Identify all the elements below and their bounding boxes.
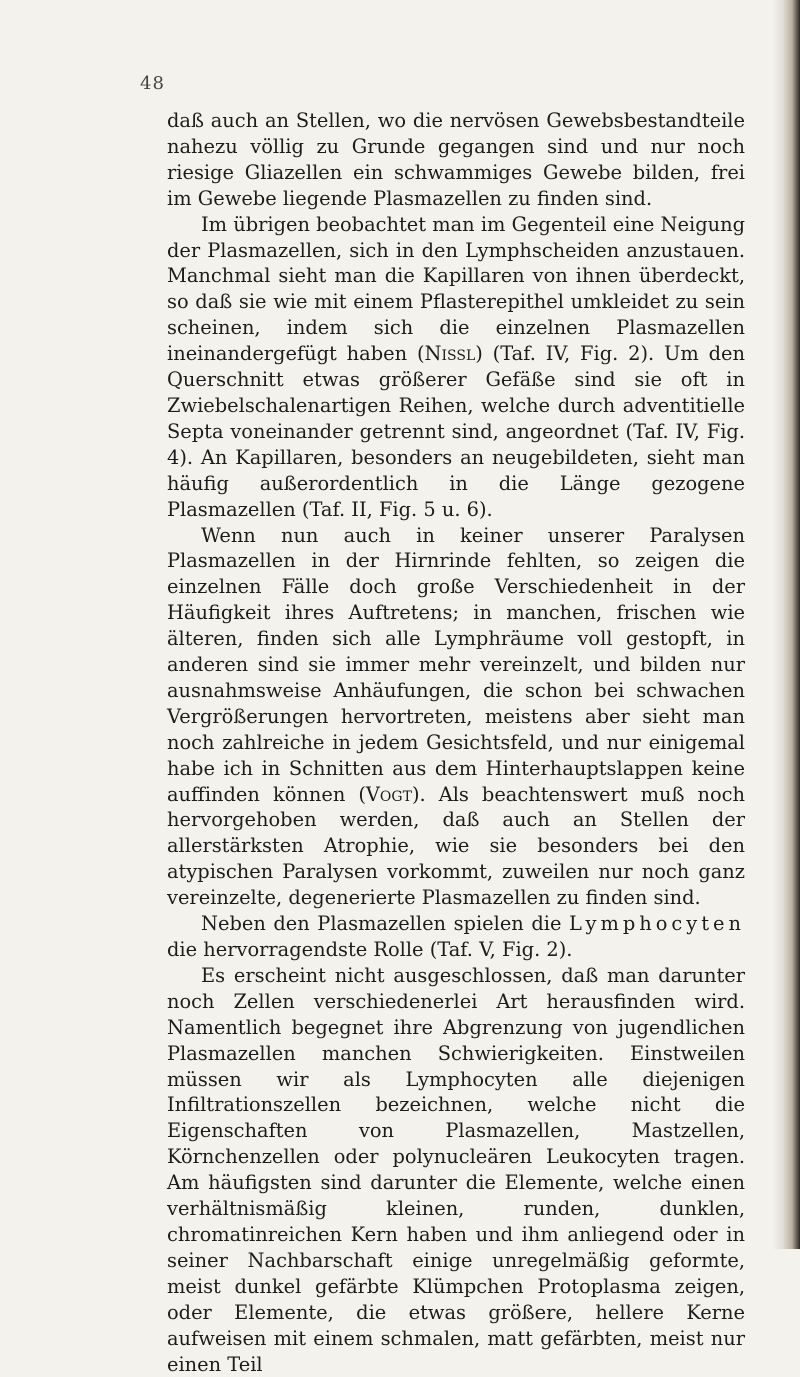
book-edge <box>782 0 800 1249</box>
body-text <box>167 108 745 1377</box>
paragraph-4-text-b: die hervorragendste Rolle (Taf. V, Fig. 2). <box>167 938 573 961</box>
author-vogt: Vogt <box>365 782 412 806</box>
paragraph-3-text-a: Wenn nun auch in keiner unserer Paralysen Plasmazellen in der Hirnrinde fehlten, so zeigen die einzelnen Fälle doch große Verschiedenheit in der Häufigkeit ihres Auftretens; in manchen, frischen wie älteren, finden sich alle Lymphräume voll gestopft, in anderen sind sie immer mehr vereinzelt, und bilden nur ausnahmsweise Anhäufungen, die schon bei schwachen Vergrößerungen hervortreten, meistens aber sieht man noch zahlreiche in jedem Gesichtsfeld, und nur einigemal habe ich in Schnitten aus dem Hinterhauptslappen keine auffinden können ( <box>167 523 745 806</box>
page-number: 48 <box>140 73 165 94</box>
paragraph-2-text-b: ) (Taf. IV, Fig. 2). Um den Querschnitt etwas größerer Gefäße sind sie oft in Zwiebelschalenartigen Reihen, welche durch adventitielle Septa voneinander getrennt sind, angeordnet (Taf. IV, Fig. 4). An Kapillaren, besonders an neugebildeten, sieht man häufig außerordentlich in die Länge gezogene Plasmazellen (Taf. II, Fig. 5 u. 6). <box>167 342 746 521</box>
scan-shadow <box>772 0 782 1249</box>
paragraph-3-text-b: ). Als beachtenswert muß noch hervorgehoben werden, daß auch an Stellen der allerstärksten Atrophie, wie sie besonders bei den atypischen Paralysen vorkommt, zuweilen nur noch ganz vereinzelte, degenerierte Plasmazellen zu finden sind. <box>167 782 745 910</box>
paragraph-3 <box>167 523 745 912</box>
paragraph-5: Es erscheint nicht ausgeschlossen, daß man darunter noch Zellen verschiedenerlei Art herausfinden wird. Namentlich begegnet ihre Abgrenzung von jugendlichen Plasmazellen manchen Schwierigkeiten. Einstweilen müssen wir als Lymphocyten alle diejenigen Infiltrationszellen bezeichnen, welche nicht die Eigenschaften von Plasmazellen, Mastzellen, Körnchenzellen oder polynucleären Leukocyten tragen. Am häufigsten sind darunter die Elemente, welche einen verhältnismäßig kleinen, runden, dunklen, chromatinreichen Kern haben und ihm anliegend oder in seiner Nachbarschaft einige unregelmäßig geformte, meist dunkel gefärbte Klümpchen Protoplasma zeigen, oder Elemente, die etwas größere, hellere Kerne aufweisen mit einem schmalen, matt gefärbten, meist nur einen Teil <box>167 963 745 1376</box>
author-nissl: Nissl <box>424 342 476 366</box>
paragraph-1: daß auch an Stellen, wo die nervösen Gewebsbestandteile nahezu völlig zu Grunde gegangen sind und nur noch riesige Gliazellen ein schwammiges Gewebe bilden, frei im Gewebe liegende Plasmazellen zu finden sind. <box>167 109 745 210</box>
paragraph-2 <box>167 212 745 523</box>
paragraph-2-text-a: Im übrigen beobachtet man im Gegenteil eine Neigung der Plasmazellen, sich in den Lymphscheiden anzustauen. Manchmal sieht man die Kapillaren von ihnen überdeckt, so daß sie wie mit einem Pflasterepithel umkleidet zu sein scheinen, indem sich die einzelnen Plasmazellen ineinandergefügt haben ( <box>167 212 746 366</box>
paragraph-4 <box>167 911 745 963</box>
term-lymphocyten: Lymphocyten <box>568 912 745 936</box>
paragraph-4-text-a: Neben den Plasmazellen spielen die <box>201 912 569 936</box>
